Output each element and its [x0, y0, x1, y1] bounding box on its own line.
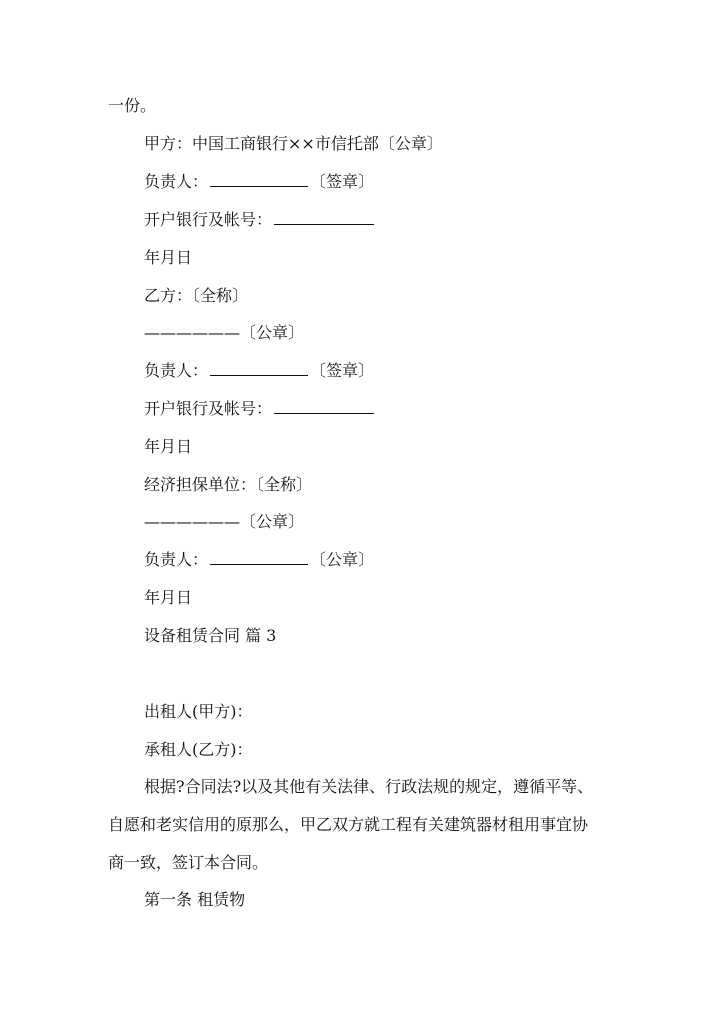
signature-blank	[210, 550, 308, 565]
bank-account-label: 开户银行及帐号：	[144, 399, 273, 418]
seal-line: ——————〔公章〕	[144, 323, 305, 342]
bank-account-line	[144, 210, 376, 230]
party-a-line: 甲方：中国工商银行××市信托部〔公章〕	[144, 134, 443, 153]
bank-account-blank	[274, 399, 374, 414]
paragraph-line: 根据?合同法?以及其他有关法律、行政法规的规定，遵循平等、	[144, 777, 594, 796]
signatory-label: 负责人：	[144, 361, 209, 380]
guarantor-line: 经济担保单位：〔全称〕	[144, 475, 313, 494]
signatory-line	[144, 172, 374, 192]
lessor-line: 出租人(甲方)：	[144, 702, 253, 721]
seal-label: 〔公章〕	[310, 550, 375, 569]
bank-account-label: 开户银行及帐号：	[144, 210, 273, 229]
party-b-line: 乙方：〔全称〕	[144, 286, 249, 305]
signature-blank	[210, 361, 308, 376]
section-title: 设备租赁合同 篇 3	[144, 626, 277, 645]
signatory-label: 负责人：	[144, 550, 209, 569]
article-heading: 第一条 租赁物	[144, 890, 246, 909]
date-line: 年月日	[144, 437, 193, 456]
bank-account-line	[144, 399, 376, 419]
date-line: 年月日	[144, 588, 193, 607]
signatory-line	[144, 361, 374, 381]
lessee-line: 承租人(乙方)：	[144, 740, 253, 759]
seal-label: 〔签章〕	[310, 361, 375, 380]
seal-line: ——————〔公章〕	[144, 512, 305, 531]
signature-blank	[210, 172, 308, 187]
signatory-line	[144, 550, 374, 570]
date-line: 年月日	[144, 248, 193, 267]
text-line: 一份。	[108, 96, 157, 115]
seal-label: 〔签章〕	[310, 172, 375, 191]
signatory-label: 负责人：	[144, 172, 209, 191]
paragraph-line: 自愿和老实信用的原那么，甲乙双方就工程有关建筑器材租用事宜协	[108, 815, 589, 834]
bank-account-blank	[274, 210, 374, 225]
paragraph-line: 商一致，签订本合同。	[108, 853, 269, 872]
